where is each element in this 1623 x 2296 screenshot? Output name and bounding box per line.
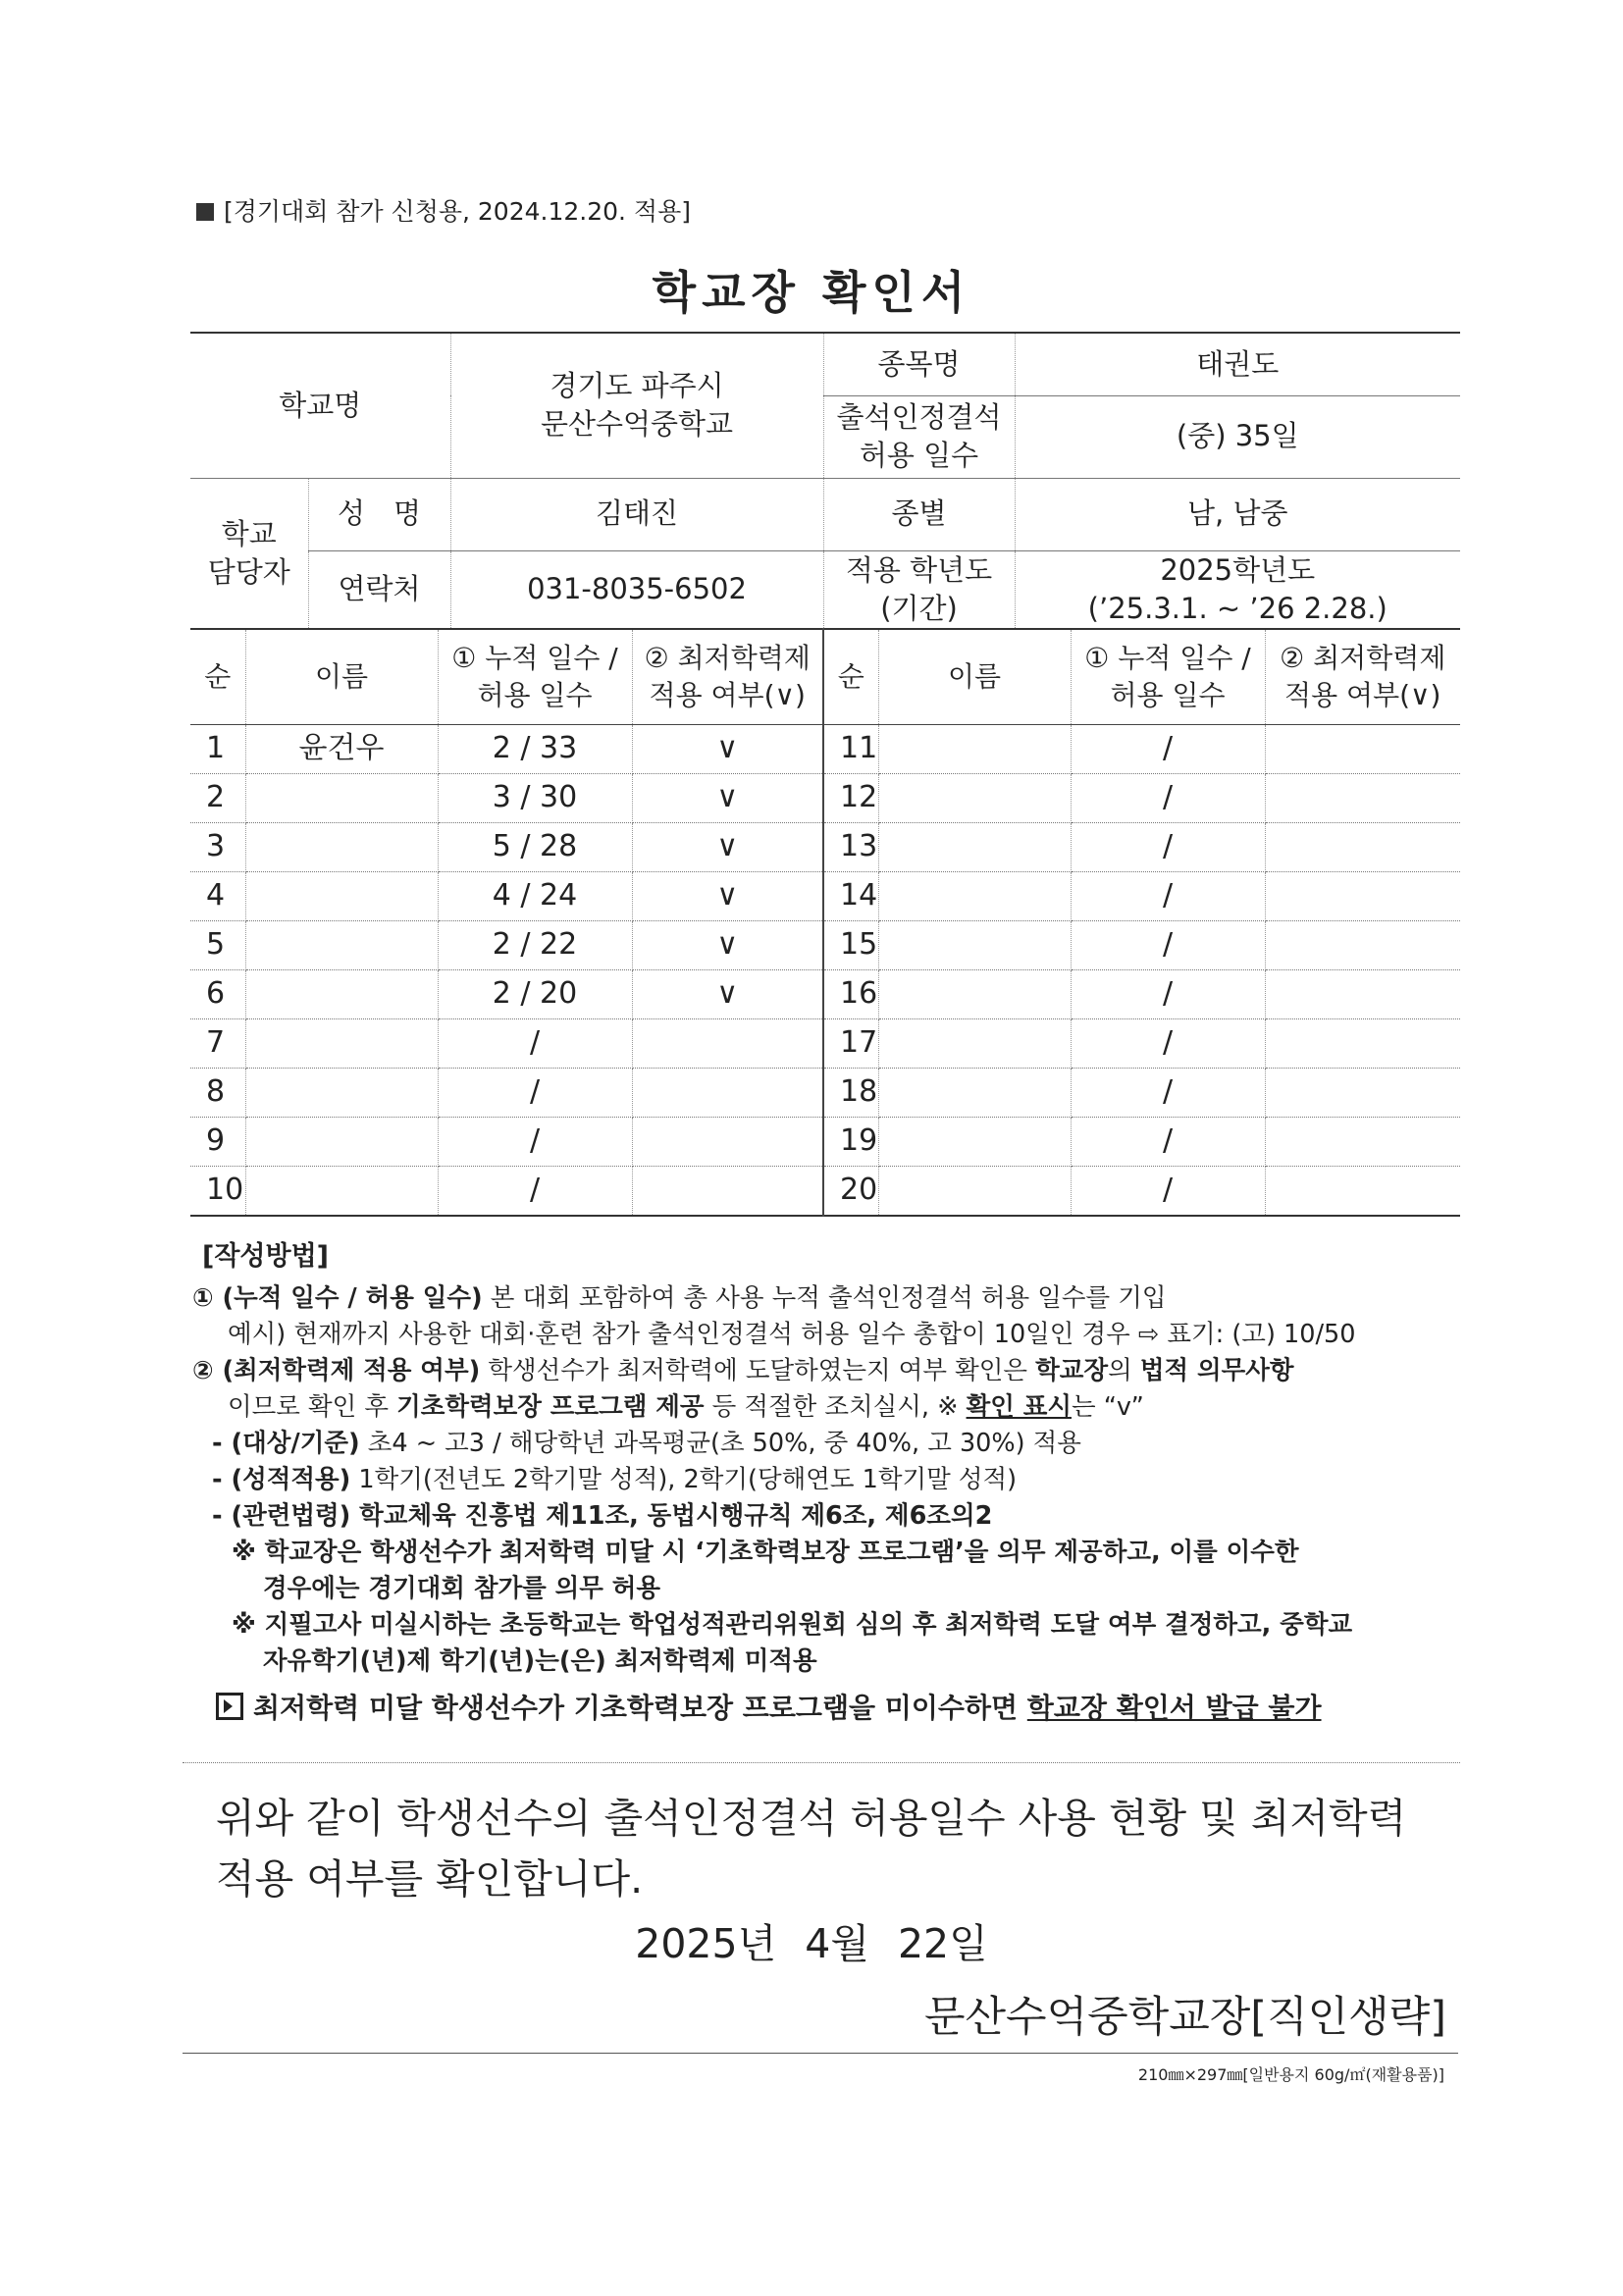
roster-name-cell [878, 1019, 1071, 1069]
roster-days-cell: 5 / 28 [438, 823, 632, 872]
table-row [190, 774, 1460, 823]
school-info-table [190, 332, 1460, 630]
instructions-title: [작성방법] [202, 1241, 330, 1272]
roster-days-cell: 4 / 24 [438, 872, 632, 921]
roster-check-cell [1265, 1118, 1460, 1167]
roster-days-cell: / [1071, 970, 1265, 1019]
instruction-laws: - (관련법령) 학교체육 진흥법 제11조, 동법시행규칙 제6조, 제6조의2 [212, 1501, 993, 1531]
roster-name-cell [878, 1118, 1071, 1167]
roster-days-cell: / [1071, 1019, 1265, 1069]
arrow-box-icon [216, 1693, 243, 1720]
table-row [190, 1019, 1460, 1069]
school-year-label: 적용 학년도 (기간) [823, 550, 1015, 629]
manager-name-value: 김태진 [450, 478, 823, 550]
confirmation-statement: 위와 같이 학생선수의 출석인정결석 허용일수 사용 현황 및 최저학력 적용 여부를 확인합니다. [216, 1795, 1407, 1903]
instruction-note-2-cont: 자유학기(년)제 학기(년)는(은) 최저학력제 미적용 [263, 1646, 817, 1676]
roster-name-cell: 윤건우 [245, 725, 438, 774]
roster-check-cell [632, 1019, 823, 1069]
roster-days-cell: / [438, 1019, 632, 1069]
contact-value: 031-8035-6502 [450, 550, 823, 629]
roster-days-cell: / [1071, 1118, 1265, 1167]
roster-days-cell: / [438, 1069, 632, 1118]
roster-check-cell: ∨ [632, 970, 823, 1019]
roster-name-cell [878, 1069, 1071, 1118]
sport-label: 종목명 [823, 333, 1015, 395]
issuance-warning: 최저학력 미달 학생선수가 기초학력보장 프로그램을 미이수하면 학교장 확인서 발급 불가 [192, 1690, 1468, 1726]
table-row [190, 1069, 1460, 1118]
roster-no-cell: 11 [823, 725, 878, 774]
instruction-item-1-example: 예시) 현재까지 사용한 대회·훈련 참가 출석인정결석 허용 일수 총합이 10일인 경우 ⇨ 표기: (고) 10/50 [228, 1320, 1356, 1349]
issue-date: 2025년 4월 22일 [635, 1920, 988, 1967]
instruction-item-2: ② (최저학력제 적용 여부) 학생선수가 최저학력에 도달하였는지 여부 확인은 학교장의 법적 의무사항 [192, 1356, 1294, 1385]
school-name-value: 경기도 파주시 문산수억중학교 [450, 333, 823, 478]
roster-name-cell [245, 823, 438, 872]
document-title: 학교장 확인서 [652, 266, 971, 319]
roster-no-cell: 13 [823, 823, 878, 872]
roster-name-cell [878, 725, 1071, 774]
roster-check-cell [1265, 970, 1460, 1019]
roster-no-cell: 14 [823, 872, 878, 921]
roster-check-cell [1265, 1019, 1460, 1069]
instruction-item-1: ① (누적 일수 / 허용 일수) 본 대회 포함하여 총 사용 누적 출석인정결석 허용 일수를 기입 [192, 1283, 1167, 1313]
roster-days-cell: / [1071, 1069, 1265, 1118]
roster-days-cell: 2 / 22 [438, 921, 632, 970]
roster-name-cell [878, 1167, 1071, 1217]
roster-check-cell [1265, 921, 1460, 970]
roster-name-cell [245, 774, 438, 823]
roster-name-cell [878, 970, 1071, 1019]
table-row [190, 823, 1460, 872]
roster-name-cell [245, 1019, 438, 1069]
category-label: 종별 [823, 478, 1015, 550]
roster-check-cell [1265, 823, 1460, 872]
table-row [190, 725, 1460, 774]
roster-no-cell: 17 [823, 1019, 878, 1069]
roster-no-cell: 15 [823, 921, 878, 970]
category-value: 남, 남중 [1015, 478, 1460, 550]
roster-no-cell: 10 [190, 1167, 245, 1217]
allowance-value: (중) 35일 [1015, 395, 1460, 478]
roster-no-cell: 18 [823, 1069, 878, 1118]
roster-no-cell: 4 [190, 872, 245, 921]
roster-no-cell: 19 [823, 1118, 878, 1167]
roster-days-cell: / [1071, 921, 1265, 970]
roster-no-cell: 20 [823, 1167, 878, 1217]
sport-value: 태권도 [1015, 333, 1460, 395]
roster-body [190, 725, 1460, 1217]
footer-divider [183, 2053, 1458, 2054]
manager-label: 학교 담당자 [190, 478, 308, 629]
allowance-label: 출석인정결석 허용 일수 [823, 395, 1015, 478]
student-roster-table [190, 628, 1460, 1217]
table-row [190, 872, 1460, 921]
roster-days-cell: / [438, 1167, 632, 1217]
roster-check-cell: ∨ [632, 872, 823, 921]
instruction-item-2-cont: 이므로 확인 후 기초학력보장 프로그램 제공 등 적절한 조치실시, ※ 확인 표시는 “v” [228, 1392, 1144, 1422]
header-name: 이름 [245, 629, 438, 725]
roster-no-cell: 1 [190, 725, 245, 774]
roster-days-cell: 2 / 33 [438, 725, 632, 774]
roster-check-cell [1265, 774, 1460, 823]
instruction-note-1: ※ 학교장은 학생선수가 최저학력 미달 시 ‘기초학력보장 프로그램’을 의무 제공하고, 이를 이수한 [232, 1538, 1299, 1567]
instruction-grades: - (성적적용) 1학기(전년도 2학기말 성적), 2학기(당해연도 1학기말 성적) [212, 1465, 1018, 1494]
roster-no-cell: 9 [190, 1118, 245, 1167]
roster-name-cell [878, 872, 1071, 921]
paper-spec: 210㎜×297㎜[일반용지 60g/㎡(재활용품)] [1137, 2065, 1444, 2084]
roster-check-cell [1265, 1069, 1460, 1118]
roster-no-cell: 2 [190, 774, 245, 823]
header-check: ② 최저학력제 적용 여부(∨) [632, 629, 823, 725]
roster-name-cell [878, 774, 1071, 823]
roster-name-cell [245, 872, 438, 921]
header-no: 순 [190, 629, 245, 725]
table-row [190, 970, 1460, 1019]
instruction-note-1-cont: 경우에는 경기대회 참가를 의무 허용 [263, 1574, 661, 1603]
roster-no-cell: 8 [190, 1069, 245, 1118]
roster-check-cell [1265, 872, 1460, 921]
roster-check-cell: ∨ [632, 921, 823, 970]
header-no: 순 [823, 629, 878, 725]
roster-check-cell: ∨ [632, 725, 823, 774]
roster-days-cell: / [438, 1118, 632, 1167]
roster-name-cell [878, 823, 1071, 872]
principal-signature: 문산수억중학교장[직인생략] [923, 1993, 1446, 2042]
roster-no-cell: 3 [190, 823, 245, 872]
roster-check-cell: ∨ [632, 774, 823, 823]
roster-check-cell [632, 1118, 823, 1167]
manager-name-label: 성 명 [308, 478, 450, 550]
divider [183, 1762, 1460, 1763]
roster-days-cell: / [1071, 725, 1265, 774]
roster-check-cell [1265, 1167, 1460, 1217]
roster-check-cell [1265, 725, 1460, 774]
roster-days-cell: / [1071, 774, 1265, 823]
roster-days-cell: / [1071, 872, 1265, 921]
table-row [190, 1167, 1460, 1217]
roster-days-cell: / [1071, 1167, 1265, 1217]
header-days: ① 누적 일수 / 허용 일수 [438, 629, 632, 725]
roster-name-cell [245, 921, 438, 970]
contact-label: 연락처 [308, 550, 450, 629]
instruction-target: - (대상/기준) 초4 ~ 고3 / 해당학년 과목평균(초 50%, 중 40%, 고 30%) 적용 [212, 1429, 1081, 1458]
roster-no-cell: 16 [823, 970, 878, 1019]
instructions-section [192, 1238, 1468, 1726]
roster-name-cell [245, 1118, 438, 1167]
roster-no-cell: 12 [823, 774, 878, 823]
school-name-label: 학교명 [190, 333, 450, 478]
roster-days-cell: 2 / 20 [438, 970, 632, 1019]
roster-check-cell [632, 1069, 823, 1118]
roster-name-cell [878, 921, 1071, 970]
table-row [190, 921, 1460, 970]
table-row [190, 1118, 1460, 1167]
roster-header-row [190, 629, 1460, 725]
roster-days-cell: / [1071, 823, 1265, 872]
roster-no-cell: 6 [190, 970, 245, 1019]
form-usage-note: [경기대회 참가 신청용, 2024.12.20. 적용] [196, 192, 691, 228]
roster-no-cell: 5 [190, 921, 245, 970]
roster-name-cell [245, 970, 438, 1019]
roster-days-cell: 3 / 30 [438, 774, 632, 823]
roster-check-cell [632, 1167, 823, 1217]
school-year-value: 2025학년도 (’25.3.1. ~ ’26 2.28.) [1015, 550, 1460, 629]
header-days: ① 누적 일수 / 허용 일수 [1071, 629, 1265, 725]
header-name: 이름 [878, 629, 1071, 725]
roster-no-cell: 7 [190, 1019, 245, 1069]
roster-name-cell [245, 1069, 438, 1118]
roster-name-cell [245, 1167, 438, 1217]
header-check: ② 최저학력제 적용 여부(∨) [1265, 629, 1460, 725]
roster-check-cell: ∨ [632, 823, 823, 872]
square-bullet-icon [196, 203, 214, 221]
instruction-note-2: ※ 지필고사 미실시하는 초등학교는 학업성적관리위원회 심의 후 최저학력 도달 여부 결정하고, 중학교 [232, 1610, 1353, 1640]
